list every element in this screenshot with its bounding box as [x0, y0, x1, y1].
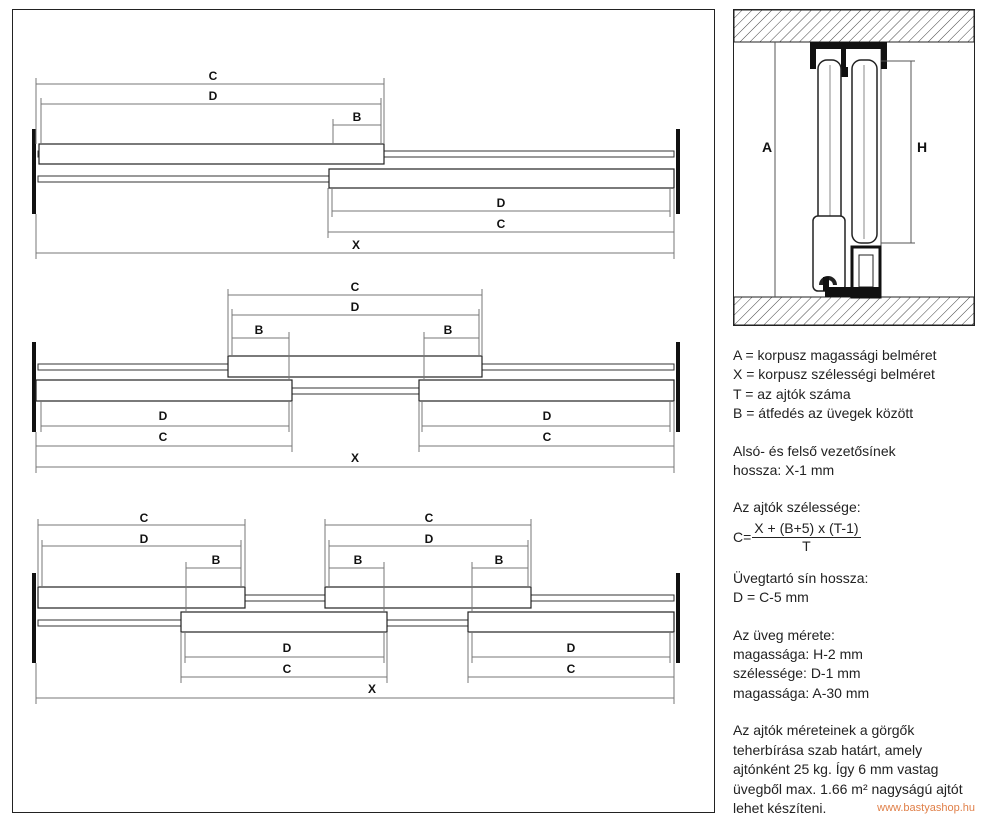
- door-width-title: Az ajtók szélessége:: [733, 499, 861, 516]
- dim-label-d: D: [542, 409, 552, 423]
- dim-label-d: D: [208, 89, 218, 103]
- rail-line: Alsó- és felső vezetősínek: [733, 442, 896, 459]
- def-line: B = átfedés az üvegek között: [733, 405, 914, 422]
- dim-label-h: H: [916, 139, 928, 155]
- glass-size-line: magassága: A-30 mm: [733, 684, 870, 701]
- def-line: T = az ajtók száma: [733, 385, 851, 402]
- cross-section-frame: [733, 9, 975, 326]
- dim-label-b: B: [211, 553, 221, 567]
- final-line: teherbírása szab határt, amely: [733, 741, 923, 758]
- formula-denominator: T: [802, 537, 811, 554]
- dim-label-b: B: [352, 110, 362, 124]
- door-frame: [468, 612, 674, 632]
- cross-section-diagram: [733, 9, 975, 326]
- dim-label-b: B: [443, 323, 453, 337]
- dim-label-c: C: [424, 511, 434, 525]
- wall-right: [676, 129, 680, 214]
- dim-label-c: C: [496, 217, 506, 231]
- door-frame: [228, 356, 482, 377]
- dim-label-x: X: [350, 451, 360, 465]
- dim-label-c: C: [566, 662, 576, 676]
- glass-rail-line: D = C-5 mm: [733, 589, 809, 606]
- formula-lhs: C=: [733, 528, 752, 545]
- formula-numerator: X + (B+5) x (T-1): [754, 519, 859, 536]
- dim-label-c: C: [282, 662, 292, 676]
- final-line: ajtónként 25 kg. Így 6 mm vastag: [733, 761, 939, 778]
- diagram-frame: [12, 9, 715, 813]
- door-frame: [419, 380, 674, 401]
- dim-label-d: D: [139, 532, 149, 546]
- dim-label-d: D: [496, 196, 506, 210]
- door-layouts-diagram: [13, 10, 716, 814]
- door-frame: [181, 612, 387, 632]
- door-frame: [329, 169, 674, 188]
- dim-label-a: A: [761, 139, 773, 155]
- dim-label-c: C: [208, 69, 218, 83]
- floor-hatch: [734, 297, 974, 325]
- layout-three-doors: [32, 280, 680, 473]
- layout-two-doors: [32, 69, 680, 259]
- layout-four-doors: [32, 511, 680, 704]
- dim-label-c: C: [542, 430, 552, 444]
- dim-label-x: X: [351, 238, 361, 252]
- dim-label-c: C: [350, 280, 360, 294]
- def-line: A = korpusz magassági belméret: [733, 347, 937, 363]
- door-frame: [325, 587, 531, 608]
- glass-rail-line: Üvegtartó sín hossza:: [733, 569, 869, 586]
- dim-label-c: C: [158, 430, 168, 444]
- glass-size-line: szélessége: D-1 mm: [733, 665, 861, 682]
- dim-label-b: B: [494, 553, 504, 567]
- wall-right: [676, 342, 680, 432]
- door-frame: [36, 380, 292, 401]
- notes-panel: [733, 346, 983, 818]
- final-line: lehet készíteni.: [733, 799, 827, 816]
- def-line: X = korpusz szélességi belméret: [733, 366, 935, 383]
- wall-left: [32, 573, 36, 663]
- door-frame: [39, 144, 384, 164]
- glass-size-line: magassága: H-2 mm: [733, 646, 863, 663]
- dim-label-d: D: [566, 641, 576, 655]
- rail-line: hossza: X-1 mm: [733, 462, 835, 479]
- final-line: üvegből max. 1.66 m² nagyságú ajtót: [733, 780, 963, 797]
- door-frame: [38, 587, 245, 608]
- dim-label-x: X: [367, 682, 377, 696]
- wall-left: [32, 129, 36, 214]
- dim-label-d: D: [350, 300, 360, 314]
- ceiling-hatch: [734, 10, 974, 42]
- final-line: Az ajtók méreteinek a görgők: [733, 722, 915, 739]
- wall-right: [676, 573, 680, 663]
- dim-label-c: C: [139, 511, 149, 525]
- glass-size-line: Az üveg mérete:: [733, 626, 835, 643]
- dim-label-d: D: [424, 532, 434, 546]
- watermark: www.bastyashop.hu: [877, 802, 975, 814]
- dim-label-b: B: [353, 553, 363, 567]
- door-width-formula: [733, 520, 983, 555]
- dim-label-d: D: [158, 409, 168, 423]
- dim-label-b: B: [254, 323, 264, 337]
- bottom-rail-profile: [825, 287, 879, 297]
- dim-label-d: D: [282, 641, 292, 655]
